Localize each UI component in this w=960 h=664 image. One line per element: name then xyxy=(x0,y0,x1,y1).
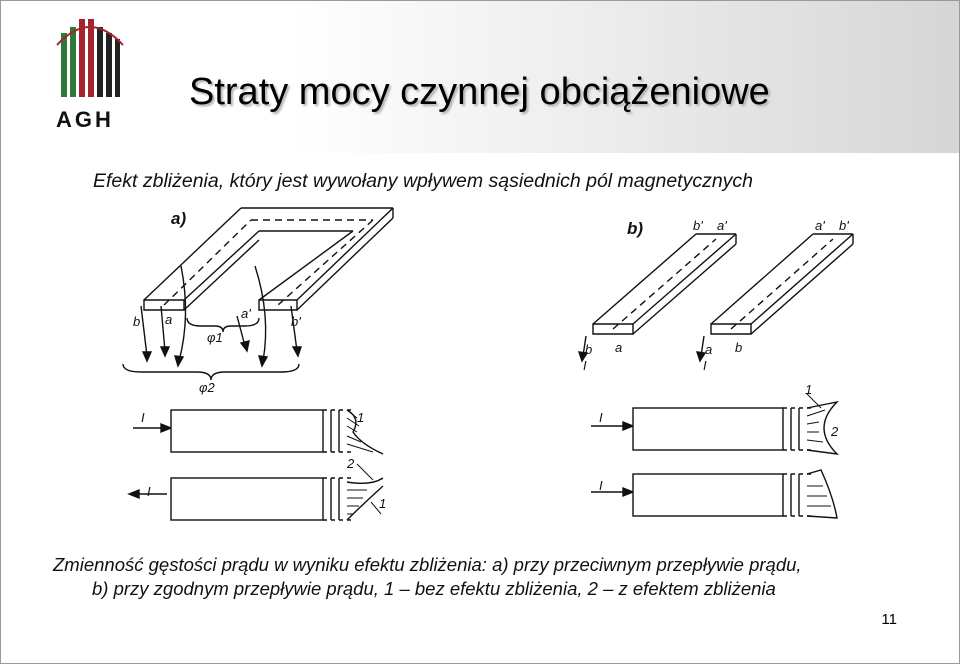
label-i-a-top: I xyxy=(141,410,145,425)
label-i-b-bottom: I xyxy=(599,478,603,493)
label-b-prime-b1: b' xyxy=(693,218,703,233)
label-a-prime-left: a' xyxy=(241,306,251,321)
label-a-left: a xyxy=(165,312,173,327)
label-1-a-top: 1 xyxy=(357,410,365,425)
label-2-a-bottom: 2 xyxy=(347,456,355,471)
caption-line-1: Zmienność gęstości prądu w wyniku efektu zbliżenia: a) przy przeciwnym przepływie prądu, xyxy=(53,554,802,575)
label-1-a-bottom: 1 xyxy=(379,496,387,511)
part-a-conductor xyxy=(123,208,393,380)
density-a-bottom xyxy=(129,464,383,520)
proximity-effect-figure xyxy=(1,196,959,536)
density-b-top xyxy=(591,394,837,454)
density-b-bottom xyxy=(591,470,837,518)
label-b-b1: b xyxy=(585,342,593,357)
label-a-b2: a xyxy=(705,342,713,357)
caption-line-2: b) przy zgodnym przepływie prądu, 1 – bez efektu zbliżenia, 2 – z efektem zbliżenia xyxy=(92,578,776,599)
label-phi2: φ2 xyxy=(199,380,215,395)
label-i-b-top: I xyxy=(599,410,603,425)
slide-title: Straty mocy czynnej obciążeniowe xyxy=(189,71,770,113)
density-a-top xyxy=(133,410,383,454)
page-number: 11 xyxy=(881,611,897,628)
logo-text: AGH xyxy=(56,107,114,132)
label-a-b1: a xyxy=(615,340,623,355)
label-i-b1: I xyxy=(583,358,587,373)
label-phi1: φ1 xyxy=(207,330,223,345)
slide-heading: Efekt zbliżenia, który jest wywołany wpływem sąsiednich pól magnetycznych xyxy=(93,170,754,192)
label-i-b2: I xyxy=(703,358,707,373)
label-b-prime-b2: b' xyxy=(839,218,849,233)
label-b-left: b xyxy=(133,314,141,329)
label-b-prime-left: b' xyxy=(291,314,301,329)
label-part-a: a) xyxy=(171,209,187,228)
label-a-prime-b2: a' xyxy=(815,218,825,233)
label-b-b2: b xyxy=(735,340,743,355)
label-i-a-bottom: I xyxy=(147,484,151,499)
label-part-b: b) xyxy=(627,219,644,238)
label-1-b-top: 1 xyxy=(805,382,813,397)
label-2-b-top: 2 xyxy=(831,424,839,439)
label-a-prime-b1: a' xyxy=(717,218,727,233)
